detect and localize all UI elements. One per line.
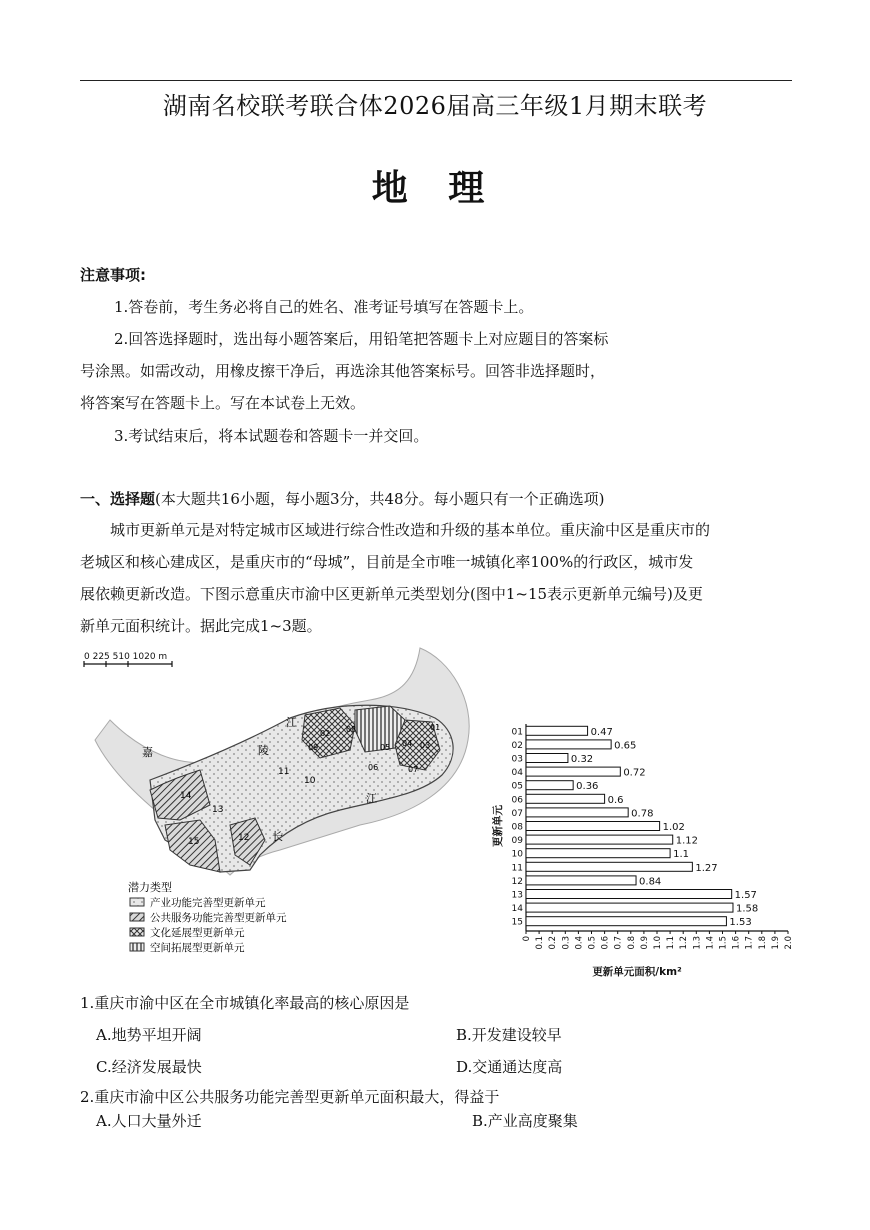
bar — [526, 781, 573, 790]
x-tick-label: 0.5 — [587, 936, 598, 950]
y-tick-label: 15 — [511, 917, 523, 928]
y-tick-label: 04 — [511, 768, 523, 779]
bar-value-label: 1.12 — [675, 835, 698, 847]
river-label: 嘉 — [142, 746, 153, 759]
legend-item: 产业功能完善型更新单元 — [150, 897, 266, 909]
question-stem: 2.重庆市渝中区公共服务功能完善型更新单元面积最大，得益于 — [80, 1088, 500, 1106]
question-option: A.人口大量外迁 — [96, 1112, 202, 1130]
header-rule — [80, 80, 792, 81]
unit-label: 09 — [308, 743, 319, 752]
unit-label: 05 — [380, 743, 391, 752]
passage-line: 老城区和核心建成区，是重庆市的“母城”，目前是全市唯一城镇化率100%的行政区，城市发 — [80, 553, 694, 571]
area-bar-chart — [488, 718, 798, 978]
unit-label: 07 — [408, 765, 419, 774]
y-tick-label: 11 — [511, 863, 523, 874]
x-tick-label: 1.1 — [666, 936, 677, 950]
unit-label: 11 — [278, 767, 290, 777]
y-tick-label: 01 — [511, 727, 523, 738]
bar-value-label: 0.65 — [614, 740, 637, 752]
unit-label: 08 — [346, 725, 357, 734]
x-tick-label: 1.2 — [679, 936, 690, 950]
y-tick-label: 13 — [511, 890, 523, 901]
unit-label: 15 — [188, 837, 200, 847]
legend-swatch — [130, 913, 144, 921]
x-tick-label: 0.8 — [626, 936, 637, 950]
y-tick-label: 14 — [511, 904, 523, 915]
x-tick-label: 0.1 — [535, 936, 546, 950]
question-option: B.开发建设较早 — [456, 1026, 562, 1044]
unit-label: 04 — [402, 739, 413, 748]
x-tick-label: 1.4 — [705, 936, 716, 950]
question-option: B.产业高度聚集 — [472, 1112, 578, 1130]
x-tick-label: 1.3 — [692, 936, 703, 950]
bar — [526, 862, 692, 871]
x-tick-label: 2.0 — [784, 936, 794, 950]
x-tick-label: 0.7 — [613, 936, 624, 950]
note-line: 1.答卷前，考生务必将自己的姓名、准考证号填写在答题卡上。 — [114, 298, 534, 316]
bar — [526, 876, 636, 885]
question-stem: 1.重庆市渝中区在全市城镇化率最高的核心原因是 — [80, 994, 410, 1012]
legend-item: 公共服务功能完善型更新单元 — [150, 912, 287, 924]
bar — [526, 917, 726, 926]
x-tick-label: 1.7 — [744, 936, 755, 950]
legend-title: 潜力类型 — [128, 881, 172, 894]
passage-line: 展依赖更新改造。下图示意重庆市渝中区更新单元类型划分(图中1~15表示更新单元编号)及更 — [80, 585, 703, 603]
legend-swatch — [130, 898, 144, 906]
unit-label: 03 — [420, 741, 431, 750]
x-axis-title: 更新单元面积/km² — [592, 966, 682, 978]
bar — [526, 808, 628, 817]
river-label: 江 — [366, 792, 377, 805]
bar — [526, 822, 660, 831]
y-tick-label: 10 — [511, 849, 523, 860]
y-axis-title: 更新单元 — [492, 805, 504, 847]
bar-value-label: 0.72 — [623, 767, 646, 779]
bar-value-label: 0.84 — [639, 876, 662, 888]
x-tick-label: 0.4 — [574, 936, 585, 950]
note-line: 号涂黑。如需改动，用橡皮擦干净后，再选涂其他答案标号。回答非选择题时， — [80, 362, 606, 380]
passage-line: 城市更新单元是对特定城市区域进行综合性改造和升级的基本单位。重庆渝中区是重庆市的 — [110, 521, 711, 539]
bar-value-label: 1.1 — [673, 849, 690, 861]
notes-heading: 注意事项: — [80, 266, 146, 284]
note-line: 2.回答选择题时，选出每小题答案后，用铅笔把答题卡上对应题目的答案标 — [114, 330, 609, 348]
y-tick-label: 02 — [511, 740, 523, 751]
passage-line: 新单元面积统计。据此完成1~3题。 — [80, 617, 322, 635]
map-figure — [80, 640, 480, 960]
bar-value-label: 0.32 — [570, 754, 594, 765]
exam-title: 湖南名校联考联合体2026届高三年级1月期末联考 — [162, 92, 708, 120]
question-option: D.交通通达度高 — [456, 1058, 563, 1076]
section-title: 一、选择题 — [80, 490, 156, 508]
x-tick-label: 1.9 — [770, 936, 781, 950]
bar-value-label: 1.27 — [695, 862, 718, 874]
river-label: 陵 — [258, 744, 269, 757]
legend-item: 空间拓展型更新单元 — [150, 942, 245, 954]
unit-label: 02 — [320, 729, 331, 738]
y-tick-label: 12 — [511, 876, 523, 887]
bar-value-label: 0.6 — [607, 794, 624, 806]
x-tick-label: 1.5 — [718, 936, 729, 950]
section-heading — [80, 488, 604, 509]
bar — [526, 726, 588, 735]
x-tick-label: 1.8 — [757, 936, 768, 950]
y-tick-label: 03 — [511, 754, 523, 765]
question-option: C.经济发展最快 — [96, 1058, 202, 1076]
bar — [526, 794, 605, 803]
legend-swatch — [130, 928, 144, 936]
river-label: 长 — [272, 830, 283, 843]
bar — [526, 740, 611, 749]
bar — [526, 849, 670, 858]
bar — [526, 903, 733, 912]
y-tick-label: 06 — [511, 795, 523, 806]
unit-label: 06 — [368, 763, 379, 772]
bar-value-label: 1.57 — [734, 890, 757, 901]
y-tick-label: 08 — [511, 822, 523, 833]
x-tick-label: 1.0 — [653, 936, 663, 950]
x-tick-label: 1.6 — [731, 936, 742, 950]
note-line: 3.考试结束后，将本试题卷和答题卡一并交回。 — [114, 427, 429, 445]
unit-label: 01 — [430, 723, 441, 732]
bar — [526, 890, 732, 899]
unit-label: 13 — [212, 805, 224, 815]
note-line: 将答案写在答题卡上。写在本试卷上无效。 — [80, 394, 366, 412]
bar — [526, 835, 673, 844]
x-tick-label: 0.6 — [600, 936, 611, 950]
bar-value-label: 1.58 — [735, 903, 759, 915]
y-tick-label: 09 — [511, 836, 523, 847]
scale-label: 0 225 510 1020 m — [84, 652, 168, 662]
x-tick-label: 0.2 — [548, 936, 559, 950]
question-option: A.地势平坦开阔 — [96, 1026, 202, 1044]
unit-label: 10 — [304, 776, 316, 786]
x-tick-label: 0.9 — [639, 936, 650, 950]
bar — [526, 767, 620, 776]
y-tick-label: 05 — [511, 781, 523, 792]
x-tick-label: 0.3 — [561, 936, 572, 950]
unit-label: 12 — [238, 833, 250, 843]
bar-value-label: 0.36 — [576, 781, 599, 793]
bar-value-label: 0.47 — [590, 726, 613, 738]
passage — [80, 514, 792, 642]
unit-label: 14 — [180, 791, 192, 801]
x-tick-label: 0 — [522, 936, 532, 942]
bar-value-label: 1.53 — [729, 917, 752, 929]
bar-value-label: 0.78 — [631, 808, 654, 820]
bar-value-label: 1.02 — [662, 822, 685, 833]
river-label: 江 — [286, 716, 297, 729]
legend-swatch — [130, 943, 144, 951]
subject-title: 地 理 — [371, 168, 499, 209]
section-desc: (本大题共16小题，每小题3分，共48分。每小题只有一个正确选项) — [155, 490, 605, 508]
bar — [526, 754, 568, 763]
y-tick-label: 07 — [511, 808, 523, 819]
legend-item: 文化延展型更新单元 — [150, 927, 245, 939]
